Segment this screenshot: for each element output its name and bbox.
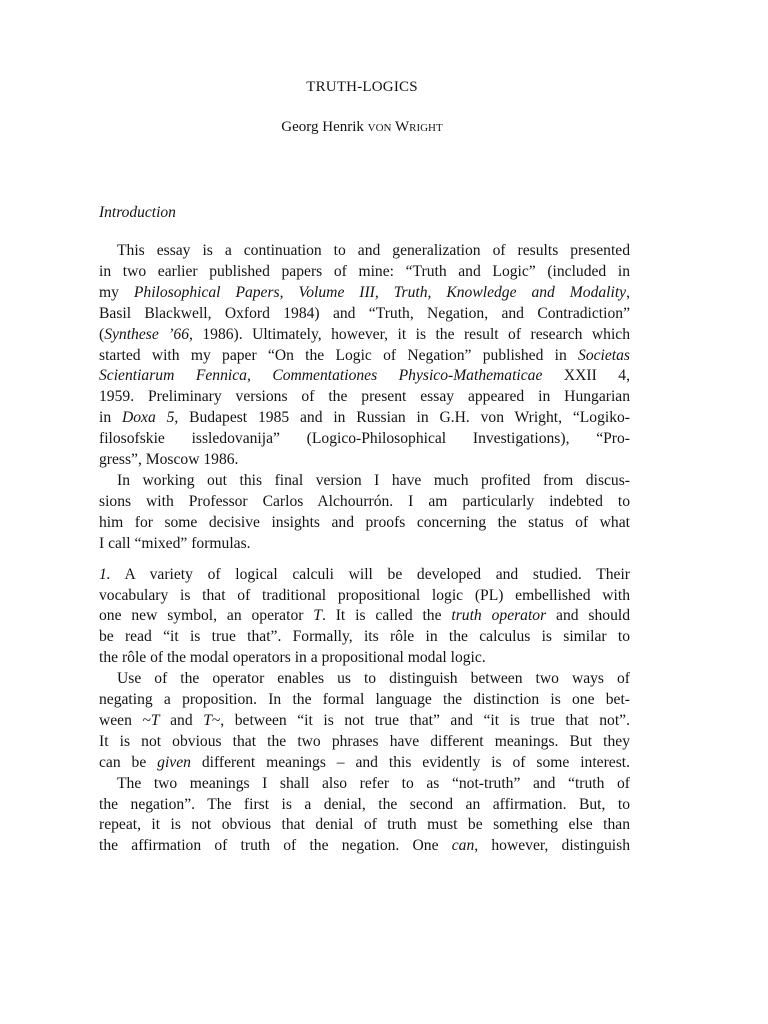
text-line: him for some decisive insights and proofs concerning the status of what	[99, 513, 630, 531]
text-line: sions with Professor Carlos Alchourrón. I am particularly indebted to	[99, 492, 630, 510]
text-line: vocabulary is that of traditional propositional logic (PL) embellished with	[99, 586, 630, 604]
text-line: in two earlier published papers of mine: “Truth and Logic” (included in	[99, 262, 630, 280]
paper-title: TRUTH-LOGICS	[306, 79, 418, 95]
section-heading: Introduction	[99, 204, 176, 221]
text-line: Scientiarum Fennica, Commentationes Physico-Mathematicae XXII 4,	[99, 367, 630, 385]
text-line: my Philosophical Papers, Volume III, Truth, Knowledge and Modality,	[99, 283, 630, 301]
text-line: one new symbol, an operator T. It is called the truth operator and should	[99, 607, 631, 625]
text-line: This essay is a continuation to and generalization of results presented	[117, 242, 630, 259]
text-line: 1. A variety of logical calculi will be developed and studied. Their	[99, 565, 630, 583]
text-line: gress”, Moscow 1986.	[99, 451, 239, 469]
author-given-name: Georg Henrik	[281, 119, 364, 135]
paragraph	[99, 565, 630, 670]
text-line: filosofskie issledovanija” (Logico-Philosophical Investigations), “Pro-	[99, 430, 630, 448]
text-line: It is not obvious that the two phrases have different meanings. But they	[99, 732, 630, 750]
text-line: repeat, it is not obvious that denial of truth must be something else than	[99, 816, 630, 834]
text-line: can be given different meanings – and this evidently is of some interest.	[99, 753, 631, 771]
text-line: ween ~T and T~, between “it is not true that” and “it is true that not”.	[99, 711, 631, 729]
text-line: the negation”. The first is a denial, the second an affirmation. But, to	[99, 795, 630, 813]
text-line: Use of the operator enables us to distinguish between two ways of	[117, 670, 630, 688]
text-line: (Synthese ’66, 1986). Ultimately, however, it is the result of research which	[99, 325, 630, 343]
text-line: I call “mixed” formulas.	[99, 534, 251, 552]
body-text	[99, 241, 630, 857]
paragraph	[99, 669, 630, 774]
author-surname: von Wright	[367, 119, 443, 135]
paragraph	[99, 774, 630, 858]
paragraph	[99, 241, 630, 471]
author-line	[0, 119, 724, 136]
text-line: negating a proposition. In the formal language the distinction is one bet-	[99, 691, 630, 709]
text-line: in Doxa 5, Budapest 1985 and in Russian in G.H. von Wright, “Logiko-	[99, 409, 630, 427]
text-line: In working out this final version I have much profited from discus-	[117, 471, 630, 489]
text-line: the affirmation of truth of the negation. One can, however, distinguish	[99, 837, 631, 855]
paragraph	[99, 471, 630, 555]
text-line: the rôle of the modal operators in a propositional modal logic.	[99, 649, 486, 667]
text-line: 1959. Preliminary versions of the present essay appeared in Hungarian	[99, 388, 630, 406]
text-line: started with my paper “On the Logic of Negation” published in Societas	[99, 346, 630, 364]
text-line: be read “it is true that”. Formally, its rôle in the calculus is similar to	[99, 628, 630, 646]
text-line: The two meanings I shall also refer to as “not-truth” and “truth of	[117, 774, 630, 792]
text-line: Basil Blackwell, Oxford 1984) and “Truth, Negation, and Contradiction”	[99, 304, 630, 322]
